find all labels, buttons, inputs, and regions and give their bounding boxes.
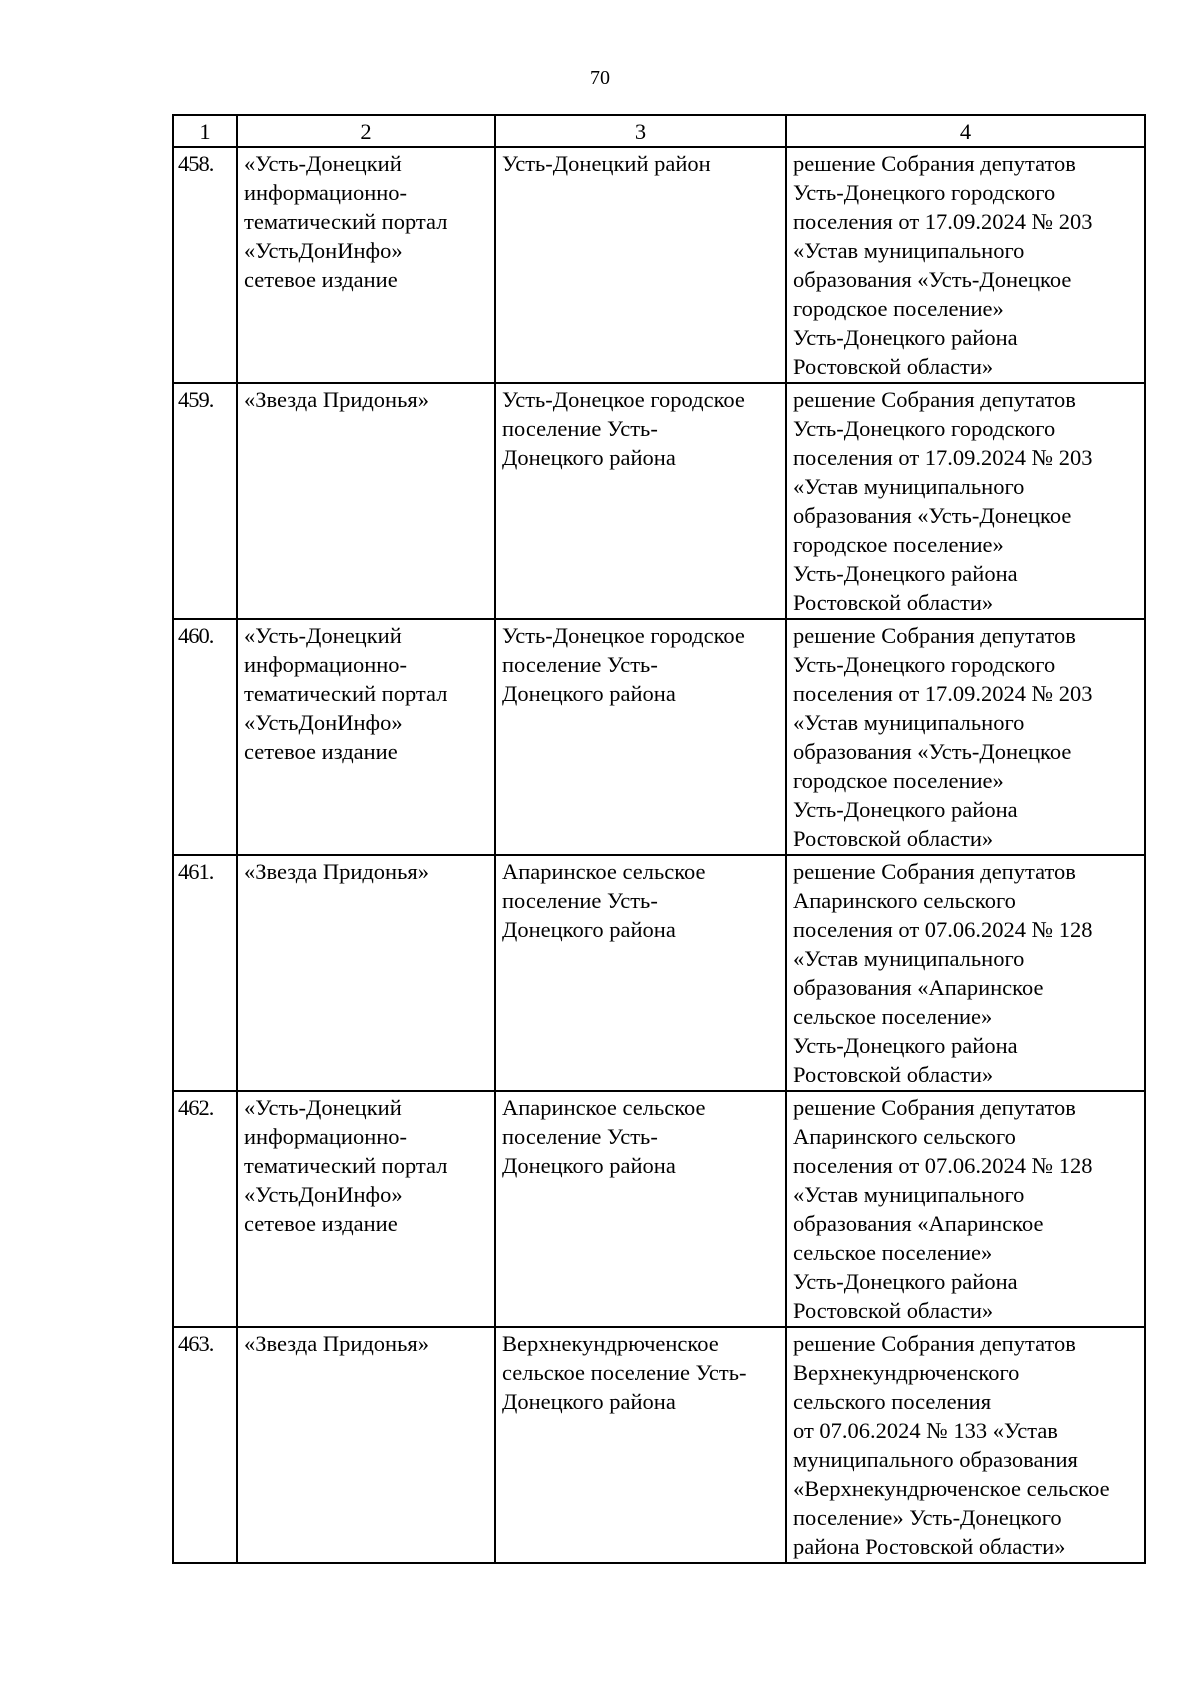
table-row <box>173 619 1145 855</box>
column-header-4: 4 <box>786 115 1145 147</box>
publication-name: «Звезда Придонья» <box>237 1327 495 1563</box>
row-number: 460. <box>173 619 237 855</box>
table-row <box>173 147 1145 383</box>
page-number: 70 <box>590 67 610 89</box>
table-row <box>173 383 1145 619</box>
legal-act: решение Собрания депутатов Верхнекундрюченского сельского поселения от 07.06.2024 № 133 «Устав муниципального образования «Верхнекундрюченское сельское поселение» Усть-Донецкого района Ростовской области» <box>786 1327 1145 1563</box>
column-header-2: 2 <box>237 115 495 147</box>
row-number: 463. <box>173 1327 237 1563</box>
legal-act: решение Собрания депутатов Апаринского сельского поселения от 07.06.2024 № 128 «Устав муниципального образования «Апаринское сельское поселение» Усть-Донецкого района Ростовской области» <box>786 855 1145 1091</box>
territory: Усть-Донецкое городское поселение Усть- Донецкого района <box>495 383 786 619</box>
territory: Усть-Донецкий район <box>495 147 786 383</box>
legal-act: решение Собрания депутатов Усть-Донецкого городского поселения от 17.09.2024 № 203 «Устав муниципального образования «Усть-Донецкое городское поселение» Усть-Донецкого района Ростовской области» <box>786 619 1145 855</box>
publication-name: «Звезда Придонья» <box>237 383 495 619</box>
row-number: 462. <box>173 1091 237 1327</box>
publication-name: «Звезда Придонья» <box>237 855 495 1091</box>
publication-name: «Усть-Донецкий информационно- тематический портал «УстьДонИнфо» сетевое издание <box>237 147 495 383</box>
publication-name: «Усть-Донецкий информационно- тематический портал «УстьДонИнфо» сетевое издание <box>237 619 495 855</box>
table-header-row <box>173 115 1145 147</box>
territory: Верхнекундрюченское сельское поселение Усть- Донецкого района <box>495 1327 786 1563</box>
legal-act: решение Собрания депутатов Апаринского сельского поселения от 07.06.2024 № 128 «Устав муниципального образования «Апаринское сельское поселение» Усть-Донецкого района Ростовской области» <box>786 1091 1145 1327</box>
table-row <box>173 1091 1145 1327</box>
registry-table <box>172 114 1146 1564</box>
column-header-3: 3 <box>495 115 786 147</box>
table-row <box>173 855 1145 1091</box>
row-number: 458. <box>173 147 237 383</box>
row-number: 461. <box>173 855 237 1091</box>
legal-act: решение Собрания депутатов Усть-Донецкого городского поселения от 17.09.2024 № 203 «Устав муниципального образования «Усть-Донецкое городское поселение» Усть-Донецкого района Ростовской области» <box>786 383 1145 619</box>
territory: Апаринское сельское поселение Усть- Донецкого района <box>495 855 786 1091</box>
legal-act: решение Собрания депутатов Усть-Донецкого городского поселения от 17.09.2024 № 203 «Устав муниципального образования «Усть-Донецкое городское поселение» Усть-Донецкого района Ростовской области» <box>786 147 1145 383</box>
publication-name: «Усть-Донецкий информационно- тематический портал «УстьДонИнфо» сетевое издание <box>237 1091 495 1327</box>
territory: Апаринское сельское поселение Усть- Донецкого района <box>495 1091 786 1327</box>
table-row <box>173 1327 1145 1563</box>
column-header-1: 1 <box>173 115 237 147</box>
row-number: 459. <box>173 383 237 619</box>
territory: Усть-Донецкое городское поселение Усть- Донецкого района <box>495 619 786 855</box>
